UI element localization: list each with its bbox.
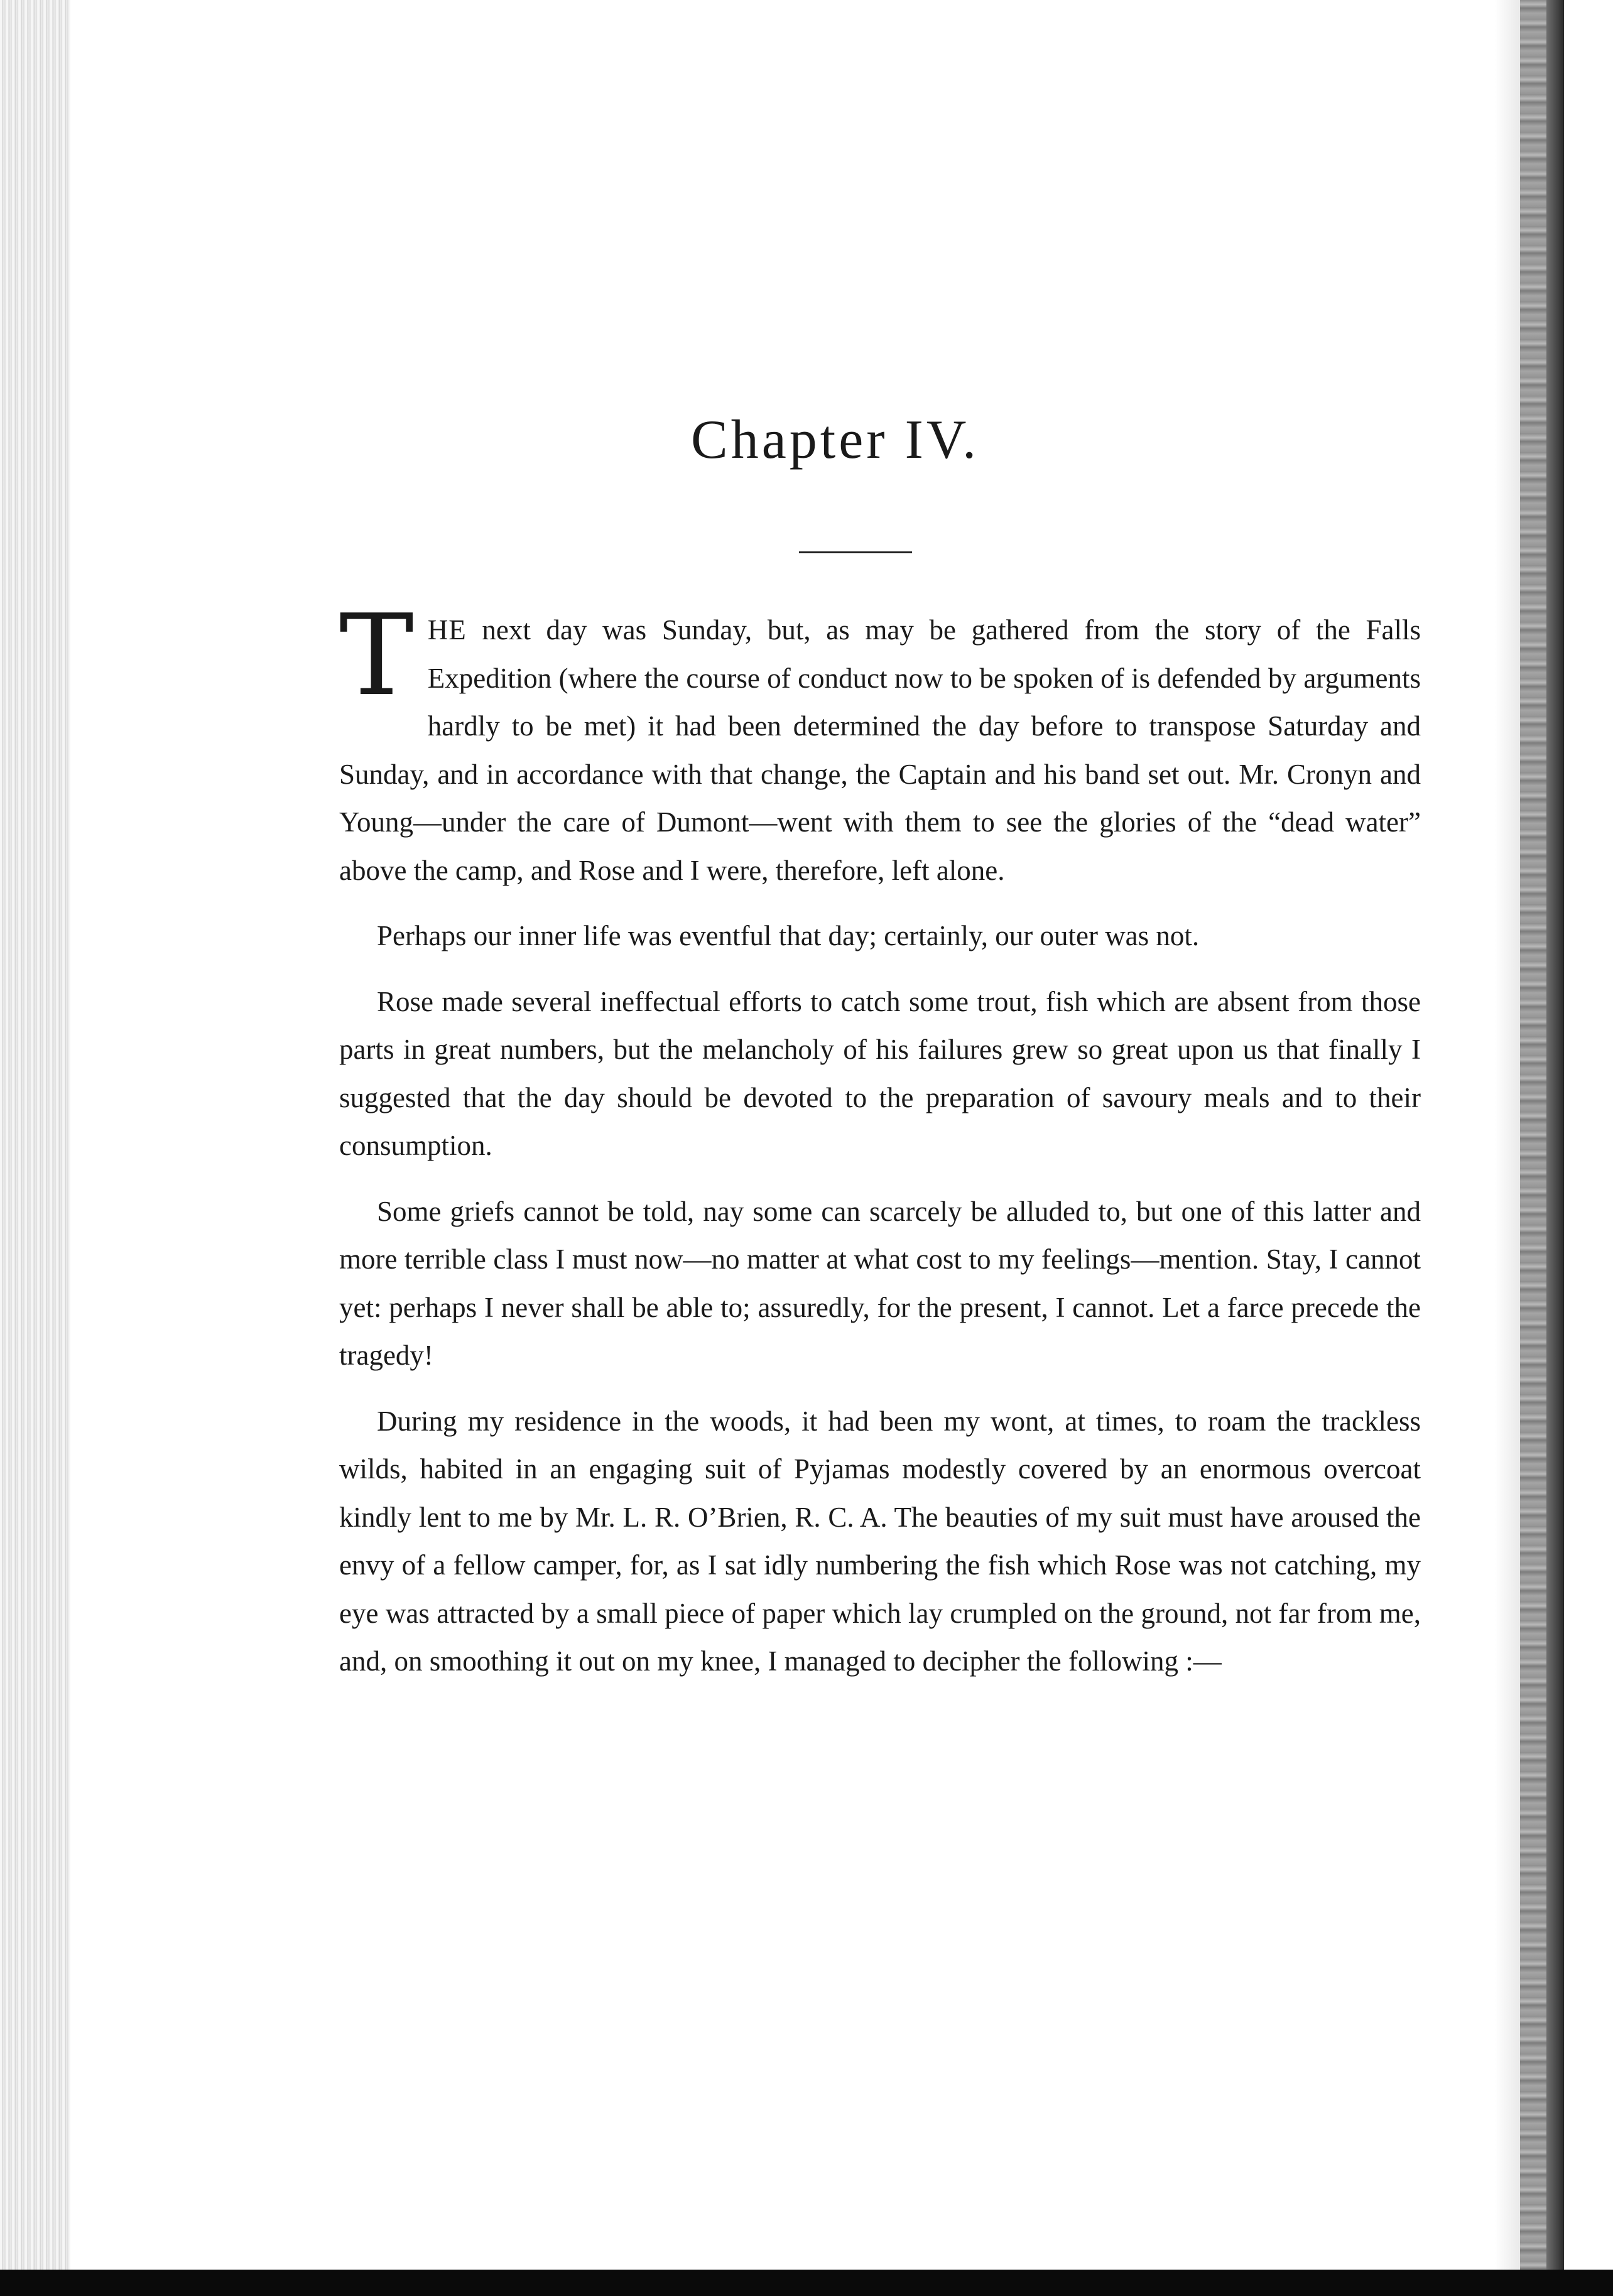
paragraph-4: Some griefs cannot be told, nay some can scarcely be alluded to, but one of this latter and more terrible class I must now—no matter at what cost to my feelings—mention. Stay, I cannot yet: perhaps I never shall be able to; assuredly, for the present, I cannot. Let a farce precede the tragedy! [339,1195,1421,1371]
paragraph-5: During my residence in the woods, it had been my wont, at times, to roam the trackless wilds, habited in an engaging suit of Pyjamas modestly covered by an enormous overcoat kindly lent to me by Mr. L. R. O’Brien, R. C. A. The beauties of my suit must have aroused the envy of a fellow camper, for, as I sat idly numbering the fish which Rose was not catching, my eye was attracted by a small piece of paper which lay crumpled on the ground, not far from me, and, on smoothing it out on my knee, I managed to decipher the following :— [339,1405,1421,1677]
scan-bottom-border [0,2270,1613,2296]
chapter-title: Chapter IV. [691,409,980,470]
paragraph-1 [339,590,1421,894]
scan-right-margin [1564,0,1613,2270]
drop-cap-letter: T [339,590,414,720]
paragraph-1-text: next day was Sunday, but, as may be gathered from the story of the Falls Expedition (where the course of conduct now to be spoken of is defended by arguments hardly to be met) it had been determined the day before to transpose Saturday and Sunday, and in accordance with that change, the Captain and his band set out. Mr. Cronyn and Young—under the care of Dumont—went with them to see the glories of the “dead water” above the camp, and Rose and I were, therefore, left alone. [339,614,1421,886]
paragraph-1-lead: HE [427,614,467,646]
chapter-body [339,590,1421,1703]
book-spine-shadow [1546,0,1564,2270]
paragraph-3: Rose made several ineffectual efforts to catch some trout, fish which are absent from those parts in great numbers, but the melancholy of his failures grew so great upon us that finally I suggested that the day should be devoted to the preparation of savoury meals and to their consumption. [339,985,1421,1161]
paragraph-2: Perhaps our inner life was eventful that day; certainly, our outer was not. [377,920,1200,951]
gutter-shadow-right [1495,0,1520,2270]
title-divider-rule [799,551,912,553]
scanned-page-edges-left [0,0,70,2270]
